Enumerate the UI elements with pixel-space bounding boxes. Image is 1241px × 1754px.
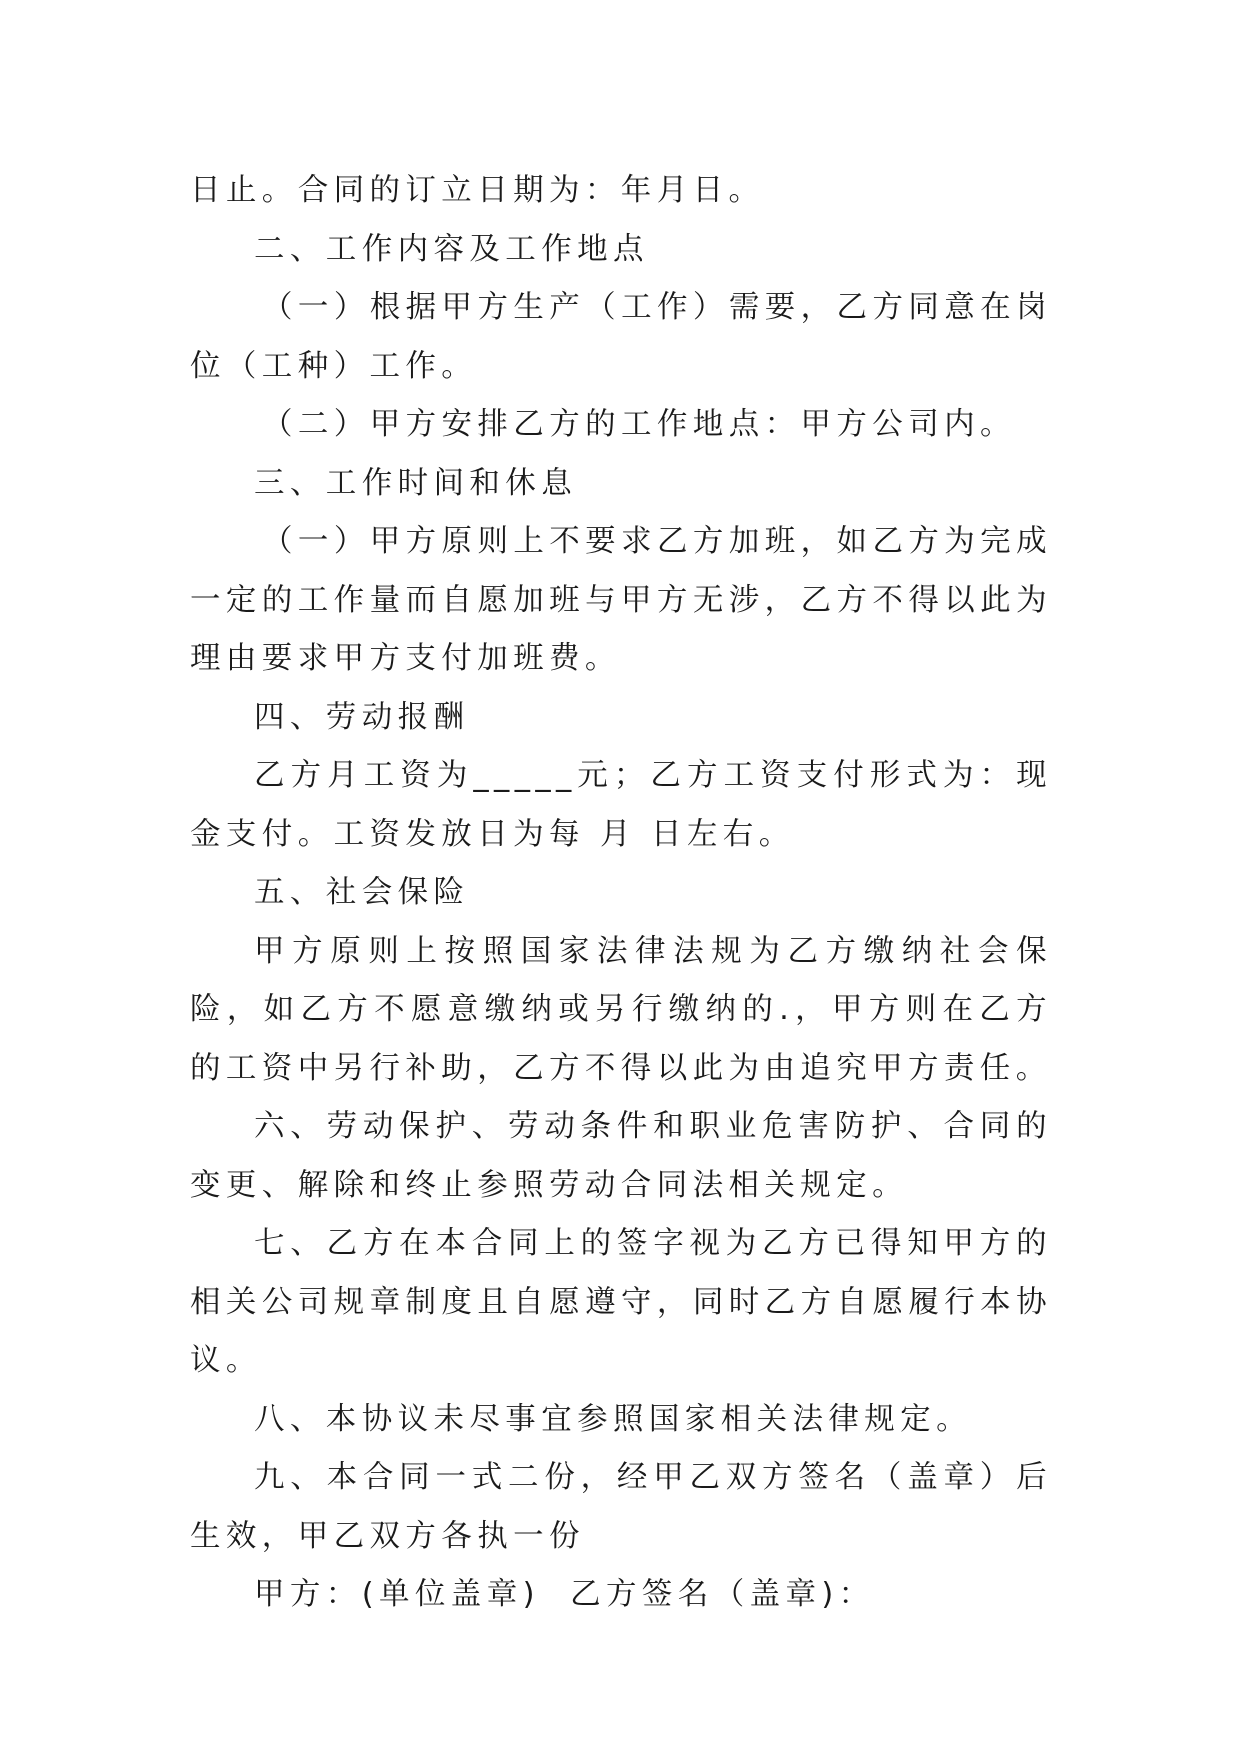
heading-work-content-location: 二、工作内容及工作地点	[254, 231, 649, 267]
paragraph-labor-protection: 六、劳动保护、劳动条件和职业危害防护、合同的变更、解除和终止参照劳动合同法相关规定。	[190, 1109, 1052, 1203]
heading-remuneration: 四、劳动报酬	[254, 699, 470, 735]
paragraph-company-rules: 七、乙方在本合同上的签字视为乙方已得知甲方的相关公司规章制度且自愿遵守，同时乙方自愿履行本协议。	[190, 1226, 1052, 1378]
contract-body	[190, 162, 1052, 1625]
paragraph-job-position: （一）根据甲方生产（工作）需要，乙方同意在岗位（工种）工作。	[190, 290, 1052, 384]
paragraph-contract-date: 日止。合同的订立日期为：年月日。	[190, 173, 765, 208]
paragraph-copies: 九、本合同一式二份，经甲乙双方签名（盖章）后生效，甲乙双方各执一份	[190, 1460, 1052, 1554]
paragraph-other-matters: 八、本协议未尽事宜参照国家相关法律规定。	[254, 1401, 972, 1437]
paragraph-social-insurance: 甲方原则上按照国家法律法规为乙方缴纳社会保险，如乙方不愿意缴纳或另行缴纳的.，甲方则在乙方的工资中另行补助，乙方不得以此为由追究甲方责任。	[190, 933, 1052, 1086]
paragraph-salary: 乙方月工资为_____元；乙方工资支付形式为：现金支付。工资发放日为每 月 日左右。	[190, 758, 1052, 852]
heading-social-insurance: 五、社会保险	[254, 875, 470, 910]
signature-line: 甲方：(单位盖章) 乙方签名（盖章)：	[254, 1577, 875, 1612]
paragraph-overtime: （一）甲方原则上不要求乙方加班，如乙方为完成一定的工作量而自愿加班与甲方无涉，乙方不得以此为理由要求甲方支付加班费。	[190, 524, 1052, 676]
paragraph-work-location: （二）甲方安排乙方的工作地点：甲方公司内。	[262, 407, 1016, 442]
heading-work-hours-rest: 三、工作时间和休息	[254, 465, 578, 501]
